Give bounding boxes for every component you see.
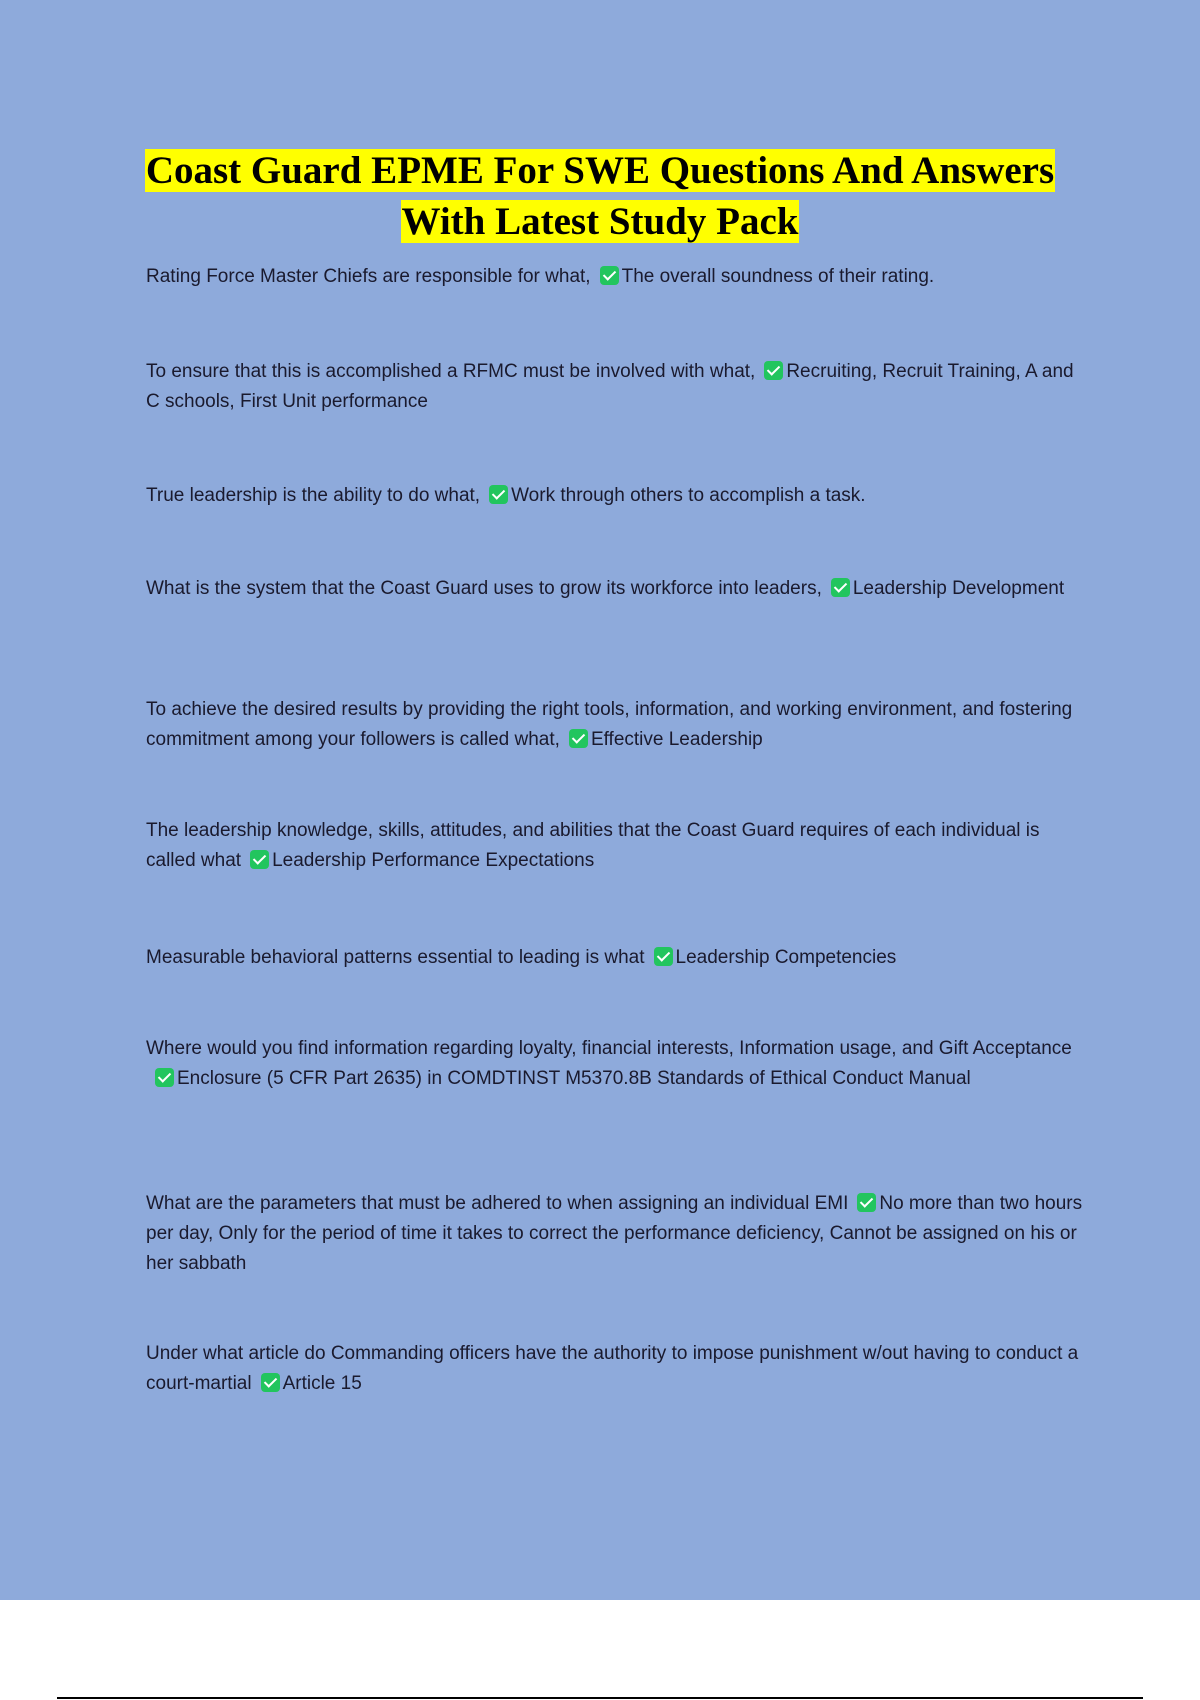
question-text: True leadership is the ability to do what, bbox=[146, 485, 481, 506]
check-mark-icon bbox=[831, 578, 850, 597]
qa-item bbox=[146, 1034, 1086, 1094]
question-text: Where would you find information regarding loyalty, financial interests, Information usage, and Gift Acceptance bbox=[146, 1038, 1072, 1059]
qa-item bbox=[146, 357, 1086, 417]
answer-text: Leadership Performance Expectations bbox=[272, 850, 595, 871]
qa-item bbox=[146, 262, 1086, 292]
check-mark-icon bbox=[250, 850, 269, 869]
answer-text: Leadership Competencies bbox=[675, 947, 897, 968]
qa-item bbox=[146, 943, 1086, 973]
answer-text: Enclosure (5 CFR Part 2635) in COMDTINST M5370.8B Standards of Ethical Conduct Manual bbox=[177, 1068, 971, 1089]
answer-text: Work through others to accomplish a task. bbox=[511, 485, 866, 506]
qa-item bbox=[146, 695, 1086, 755]
check-mark-icon bbox=[569, 729, 588, 748]
check-mark-icon bbox=[261, 1373, 280, 1392]
qa-item bbox=[146, 816, 1086, 876]
qa-item bbox=[146, 1339, 1086, 1399]
answer-text: Recruiting, Recruit Training, A and C schools, First Unit performance bbox=[146, 361, 1074, 412]
check-mark-icon bbox=[155, 1068, 174, 1087]
answer-text: Effective Leadership bbox=[590, 729, 763, 750]
answer-text: Leadership Development bbox=[852, 578, 1065, 599]
check-mark-icon bbox=[489, 485, 508, 504]
check-mark-icon bbox=[654, 947, 673, 966]
question-text: Rating Force Master Chiefs are responsible for what, bbox=[146, 266, 591, 287]
answer-text: Article 15 bbox=[282, 1373, 362, 1394]
qa-item bbox=[146, 481, 1086, 511]
answer-text: The overall soundness of their rating. bbox=[621, 266, 935, 287]
question-text: The leadership knowledge, skills, attitudes, and abilities that the Coast Guard requires of each individual is called what bbox=[146, 820, 1040, 871]
question-text: What are the parameters that must be adhered to when assigning an individual EMI bbox=[146, 1193, 849, 1214]
qa-item bbox=[146, 574, 1086, 604]
question-text: What is the system that the Coast Guard uses to grow its workforce into leaders, bbox=[146, 578, 822, 599]
check-mark-icon bbox=[600, 266, 619, 285]
title-line-2: With Latest Study Pack bbox=[401, 200, 799, 243]
question-text: To ensure that this is accomplished a RFMC must be involved with what, bbox=[146, 361, 756, 382]
answer-text: No more than two hours per day, Only for the period of time it takes to correct the performance deficiency, Cannot be assigned on his or her sabbath bbox=[146, 1193, 1083, 1274]
check-mark-icon bbox=[857, 1193, 876, 1212]
check-mark-icon bbox=[764, 361, 783, 380]
footer-divider bbox=[57, 1697, 1143, 1699]
question-text: To achieve the desired results by providing the right tools, information, and working environment, and fostering commitment among your followers is called what, bbox=[146, 699, 1073, 750]
title-line-1: Coast Guard EPME For SWE Questions And Answers bbox=[145, 149, 1055, 192]
qa-item bbox=[146, 1189, 1086, 1279]
question-text: Under what article do Commanding officers have the authority to impose punishment w/out having to conduct a court-martial bbox=[146, 1343, 1079, 1394]
page-title bbox=[0, 145, 1200, 247]
question-text: Measurable behavioral patterns essential to leading is what bbox=[146, 947, 645, 968]
